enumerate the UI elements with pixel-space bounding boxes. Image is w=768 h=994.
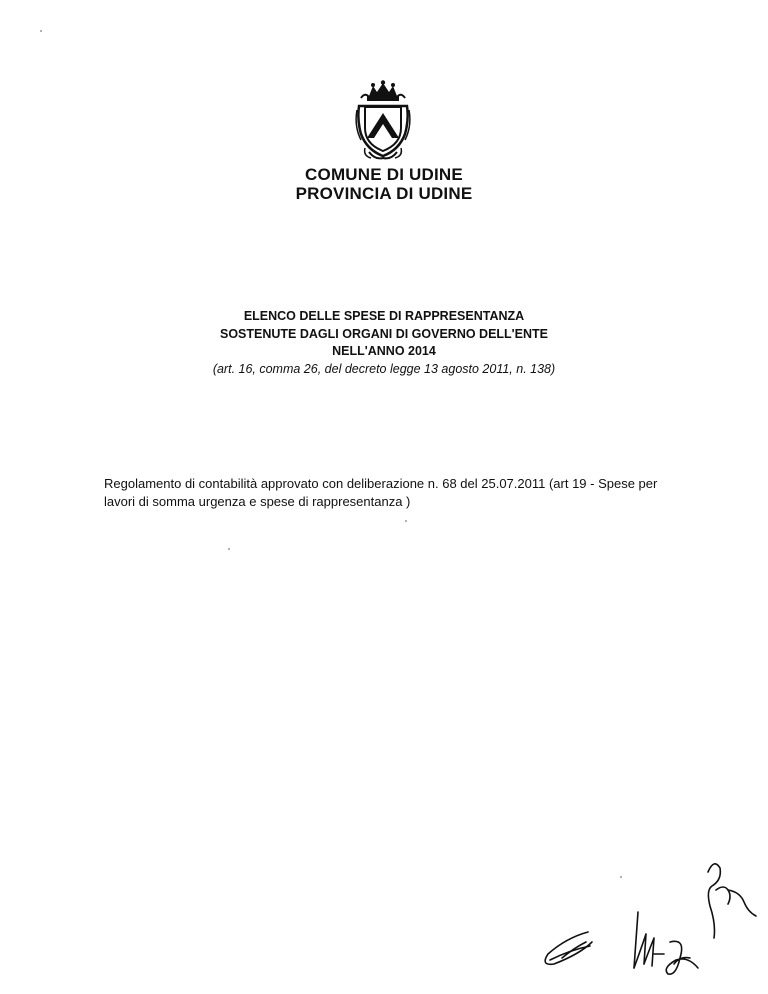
scan-speck <box>40 30 42 32</box>
province-name: PROVINCIA DI UDINE <box>295 184 473 203</box>
title-line-3: NELL'ANNO 2014 <box>332 344 436 358</box>
scan-speck <box>405 520 407 522</box>
municipality-name: COMUNE DI UDINE <box>305 165 463 184</box>
regolamento-paragraph <box>104 475 684 510</box>
scan-speck <box>620 876 622 878</box>
scan-speck <box>228 548 230 550</box>
udine-coat-of-arms-icon <box>355 80 411 162</box>
legal-reference: (art. 16, comma 26, del decreto legge 13 agosto 2011, n. 138) <box>212 361 556 376</box>
regolamento-line-2: lavori di somma urgenza e spese di rappresentanza ) <box>104 493 411 509</box>
handwritten-signatures-icon <box>530 850 760 980</box>
regolamento-line-1: Regolamento di contabilità approvato con deliberazione n. 68 del 25.07.2011 (art 19 - Spese per <box>104 476 658 491</box>
document-title <box>0 308 768 378</box>
title-line-2: SOSTENUTE DAGLI ORGANI DI GOVERNO DELL'ENTE <box>220 326 548 341</box>
title-line-1: ELENCO DELLE SPESE DI RAPPRESENTANZA <box>243 309 525 323</box>
